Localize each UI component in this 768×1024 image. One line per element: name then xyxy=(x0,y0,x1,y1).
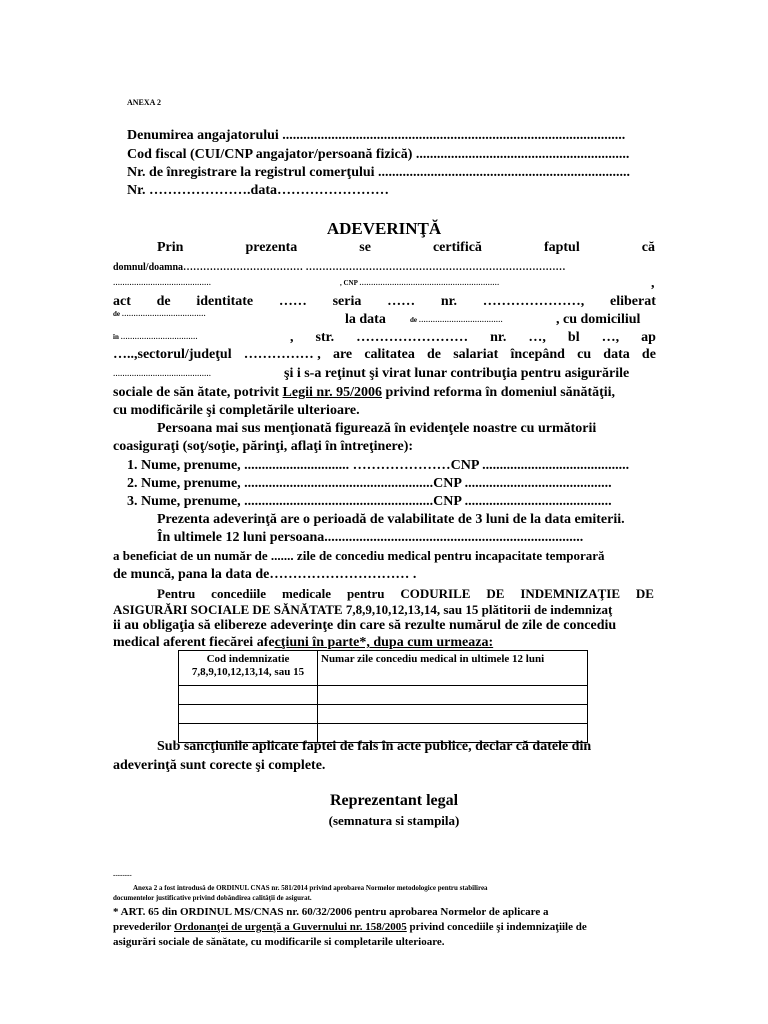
footnote-separator: -------- xyxy=(113,871,132,879)
word: certifică xyxy=(432,240,482,255)
law-link[interactable]: Legii nr. 95/2006 xyxy=(282,385,382,400)
text: sociale de săn ătate, potrivit xyxy=(113,385,283,400)
word: nr. xyxy=(490,330,507,345)
header-cell-code xyxy=(179,651,318,686)
coinsured-3: 3. Nume, prenume, ......................................................CNP .......................................... xyxy=(127,494,612,509)
coinsured-intro-2: coasiguraţi (soţ/soţie, părinţi, aflaţi în întreţinere): xyxy=(113,439,414,454)
annex-footnote-2: documentelor justificative privind dobândirea calităţii de asigurat. xyxy=(113,894,312,902)
employer-name-line: Denumirea angajatorului .................................................................................................. xyxy=(127,128,626,143)
codes-line-2: ASIGURĂRI SOCIALE DE SĂNĂTATE 7,8,9,10,12,13,14, sau 15 plătitorii de indemnizaţ xyxy=(113,602,613,617)
identity-doc-line xyxy=(113,294,656,310)
comma: , xyxy=(651,276,655,291)
art-footnote-3: asigurări sociale de sănătate, cu modificarile si completarile ulterioare. xyxy=(113,936,445,948)
word: …, xyxy=(528,330,546,345)
word: începând xyxy=(510,347,565,362)
word: …… xyxy=(278,294,307,309)
fiscal-code-line: Cod fiscal (CUI/CNP angajator/persoană fizică) ............................................................. xyxy=(127,147,630,162)
table-cell[interactable] xyxy=(179,705,318,724)
until-date-line: de muncă, pana la data de………………………… . xyxy=(113,567,417,582)
number-date-line: Nr. ………………….data…………………… xyxy=(127,183,389,198)
text: cţiuni în parte*, dupa cum urmeaza: xyxy=(274,635,494,650)
word: DE xyxy=(486,586,505,601)
word: nr. xyxy=(440,294,458,309)
address-line xyxy=(290,330,656,346)
word: medicale xyxy=(281,586,332,601)
word: …… xyxy=(387,294,416,309)
word: DE xyxy=(635,586,654,601)
header-text: Cod indemnizatie xyxy=(206,653,290,665)
art-footnote-2 xyxy=(113,921,587,933)
word: are xyxy=(332,347,353,362)
word: INDEMNIZAŢIE xyxy=(520,586,620,601)
signature-title: Reprezentant legal xyxy=(329,792,459,809)
word: …, xyxy=(601,330,620,345)
coinsured-2: 2. Nume, prenume, ......................................................CNP .......................................... xyxy=(127,476,612,491)
word: identitate xyxy=(196,294,254,309)
word: de xyxy=(427,347,442,362)
signature-subtitle: (semnatura si stampila) xyxy=(328,813,460,828)
word: …………… , xyxy=(243,347,321,362)
table-header-row xyxy=(179,651,588,686)
county-line xyxy=(113,347,656,363)
document-title: ADEVERINŢĂ xyxy=(326,219,442,238)
word: …………………, xyxy=(482,294,585,309)
coinsured-1: 1. Nume, prenume, .............................. …………………CNP .......................................... xyxy=(127,458,630,473)
table-cell[interactable] xyxy=(318,686,588,705)
word: bl xyxy=(567,330,580,345)
annex-footnote-1: Anexa 2 a fost introdusă de ORDINUL CNAS nr. 581/2014 privind aprobarea Normelor metodologice pentru stabilirea xyxy=(133,884,488,892)
header-cell-days: Numar zile concediu medical in ultimele 12 luni xyxy=(318,651,588,686)
table-row xyxy=(179,705,588,724)
issue-date-dots: de ……………………………… xyxy=(410,316,503,324)
word: act xyxy=(113,294,131,309)
art-footnote-1: * ART. 65 din ORDINUL MS/CNAS nr. 60/32/2006 pentru aprobarea Normelor de aplicare a xyxy=(113,906,549,918)
law-line xyxy=(113,385,615,401)
certify-line xyxy=(157,240,655,256)
table-row xyxy=(179,686,588,705)
word: de xyxy=(641,347,656,362)
word: eliberat xyxy=(610,294,656,309)
word: faptul xyxy=(543,240,580,255)
word: de xyxy=(156,294,171,309)
word: cu xyxy=(577,347,592,362)
name-dots: …………………………………… xyxy=(113,279,211,287)
cnp-line: , CNP …………………………………………………… xyxy=(340,279,500,287)
issue-date-label: la data xyxy=(345,312,386,327)
word: Prin xyxy=(157,240,184,255)
codes-intro-line xyxy=(157,586,654,602)
word: data xyxy=(603,347,630,362)
text: privind concediile şi indemnizaţiile de xyxy=(406,921,587,933)
word: salariat xyxy=(453,347,499,362)
sick-leave-table xyxy=(178,650,588,743)
text: privind reforma în domeniul sănătăţii, xyxy=(381,385,616,400)
codes-line-3: ii au obligaţia să elibereze adeverinţe din care să rezulte numărul de zile de concediu xyxy=(113,618,617,633)
word: CODURILE xyxy=(400,586,471,601)
text: medical aferent fiecărei afe xyxy=(113,635,275,650)
declaration-line-1: Sub sancţiunile aplicate faptei de fals în acte publice, declar că datele din xyxy=(157,739,592,754)
word: …..,sectorul/judeţul xyxy=(113,347,232,362)
contribution-line: şi i s-a reţinut şi virat lunar contribuţia pentru asigurările xyxy=(284,366,630,381)
registry-number-line: Nr. de înregistrare la registrul comerţului ........................................................................ xyxy=(127,165,631,180)
last-12-months-line: În ultimele 12 luni persoana.......................................................................... xyxy=(157,530,584,545)
table-cell[interactable] xyxy=(318,705,588,724)
word: se xyxy=(359,240,371,255)
table-cell[interactable] xyxy=(179,686,318,705)
start-date-dots: …………………………………… xyxy=(113,370,211,378)
domicile-label: , cu domiciliul xyxy=(556,312,641,327)
word: ap xyxy=(641,330,656,345)
issuer-dots: de ……………………………… xyxy=(113,310,206,318)
word: prezenta xyxy=(245,240,298,255)
declaration-line-2: adeverinţă sunt corecte şi complete. xyxy=(113,758,326,773)
locality-dots: în …………………………… xyxy=(113,333,198,341)
coinsured-intro-1: Persoana mai sus menţionată figurează în evidenţele noastre cu următorii xyxy=(157,421,597,436)
annex-label: ANEXA 2 xyxy=(127,98,162,107)
word: …………………… xyxy=(356,330,469,345)
header-text: 7,8,9,10,12,13,14, sau 15 xyxy=(191,666,305,678)
word: str. xyxy=(315,330,335,345)
ordinance-link[interactable]: Ordonanţei de urgenţă a Guvernului nr. 158/2005 xyxy=(174,921,407,933)
word: calitatea xyxy=(364,347,415,362)
name-line: domnul/doamna……………………………… …………………………………………………………………… xyxy=(113,262,566,273)
benefited-line: a beneficiat de un număr de ....... zile de concediu medical pentru incapacitate temporară xyxy=(113,548,605,563)
word: Pentru xyxy=(157,586,196,601)
word: , xyxy=(290,330,294,345)
amendments-line: cu modificările şi completările ulterioare. xyxy=(113,403,360,418)
validity-line: Prezenta adeverinţă are o perioadă de valabilitate de 3 luni de la data emiterii. xyxy=(157,512,625,527)
word: pentru xyxy=(346,586,385,601)
word: seria xyxy=(332,294,362,309)
text: prevederilor xyxy=(113,921,174,933)
codes-line-4 xyxy=(113,635,493,651)
word: concediile xyxy=(211,586,267,601)
word: că xyxy=(641,240,655,255)
